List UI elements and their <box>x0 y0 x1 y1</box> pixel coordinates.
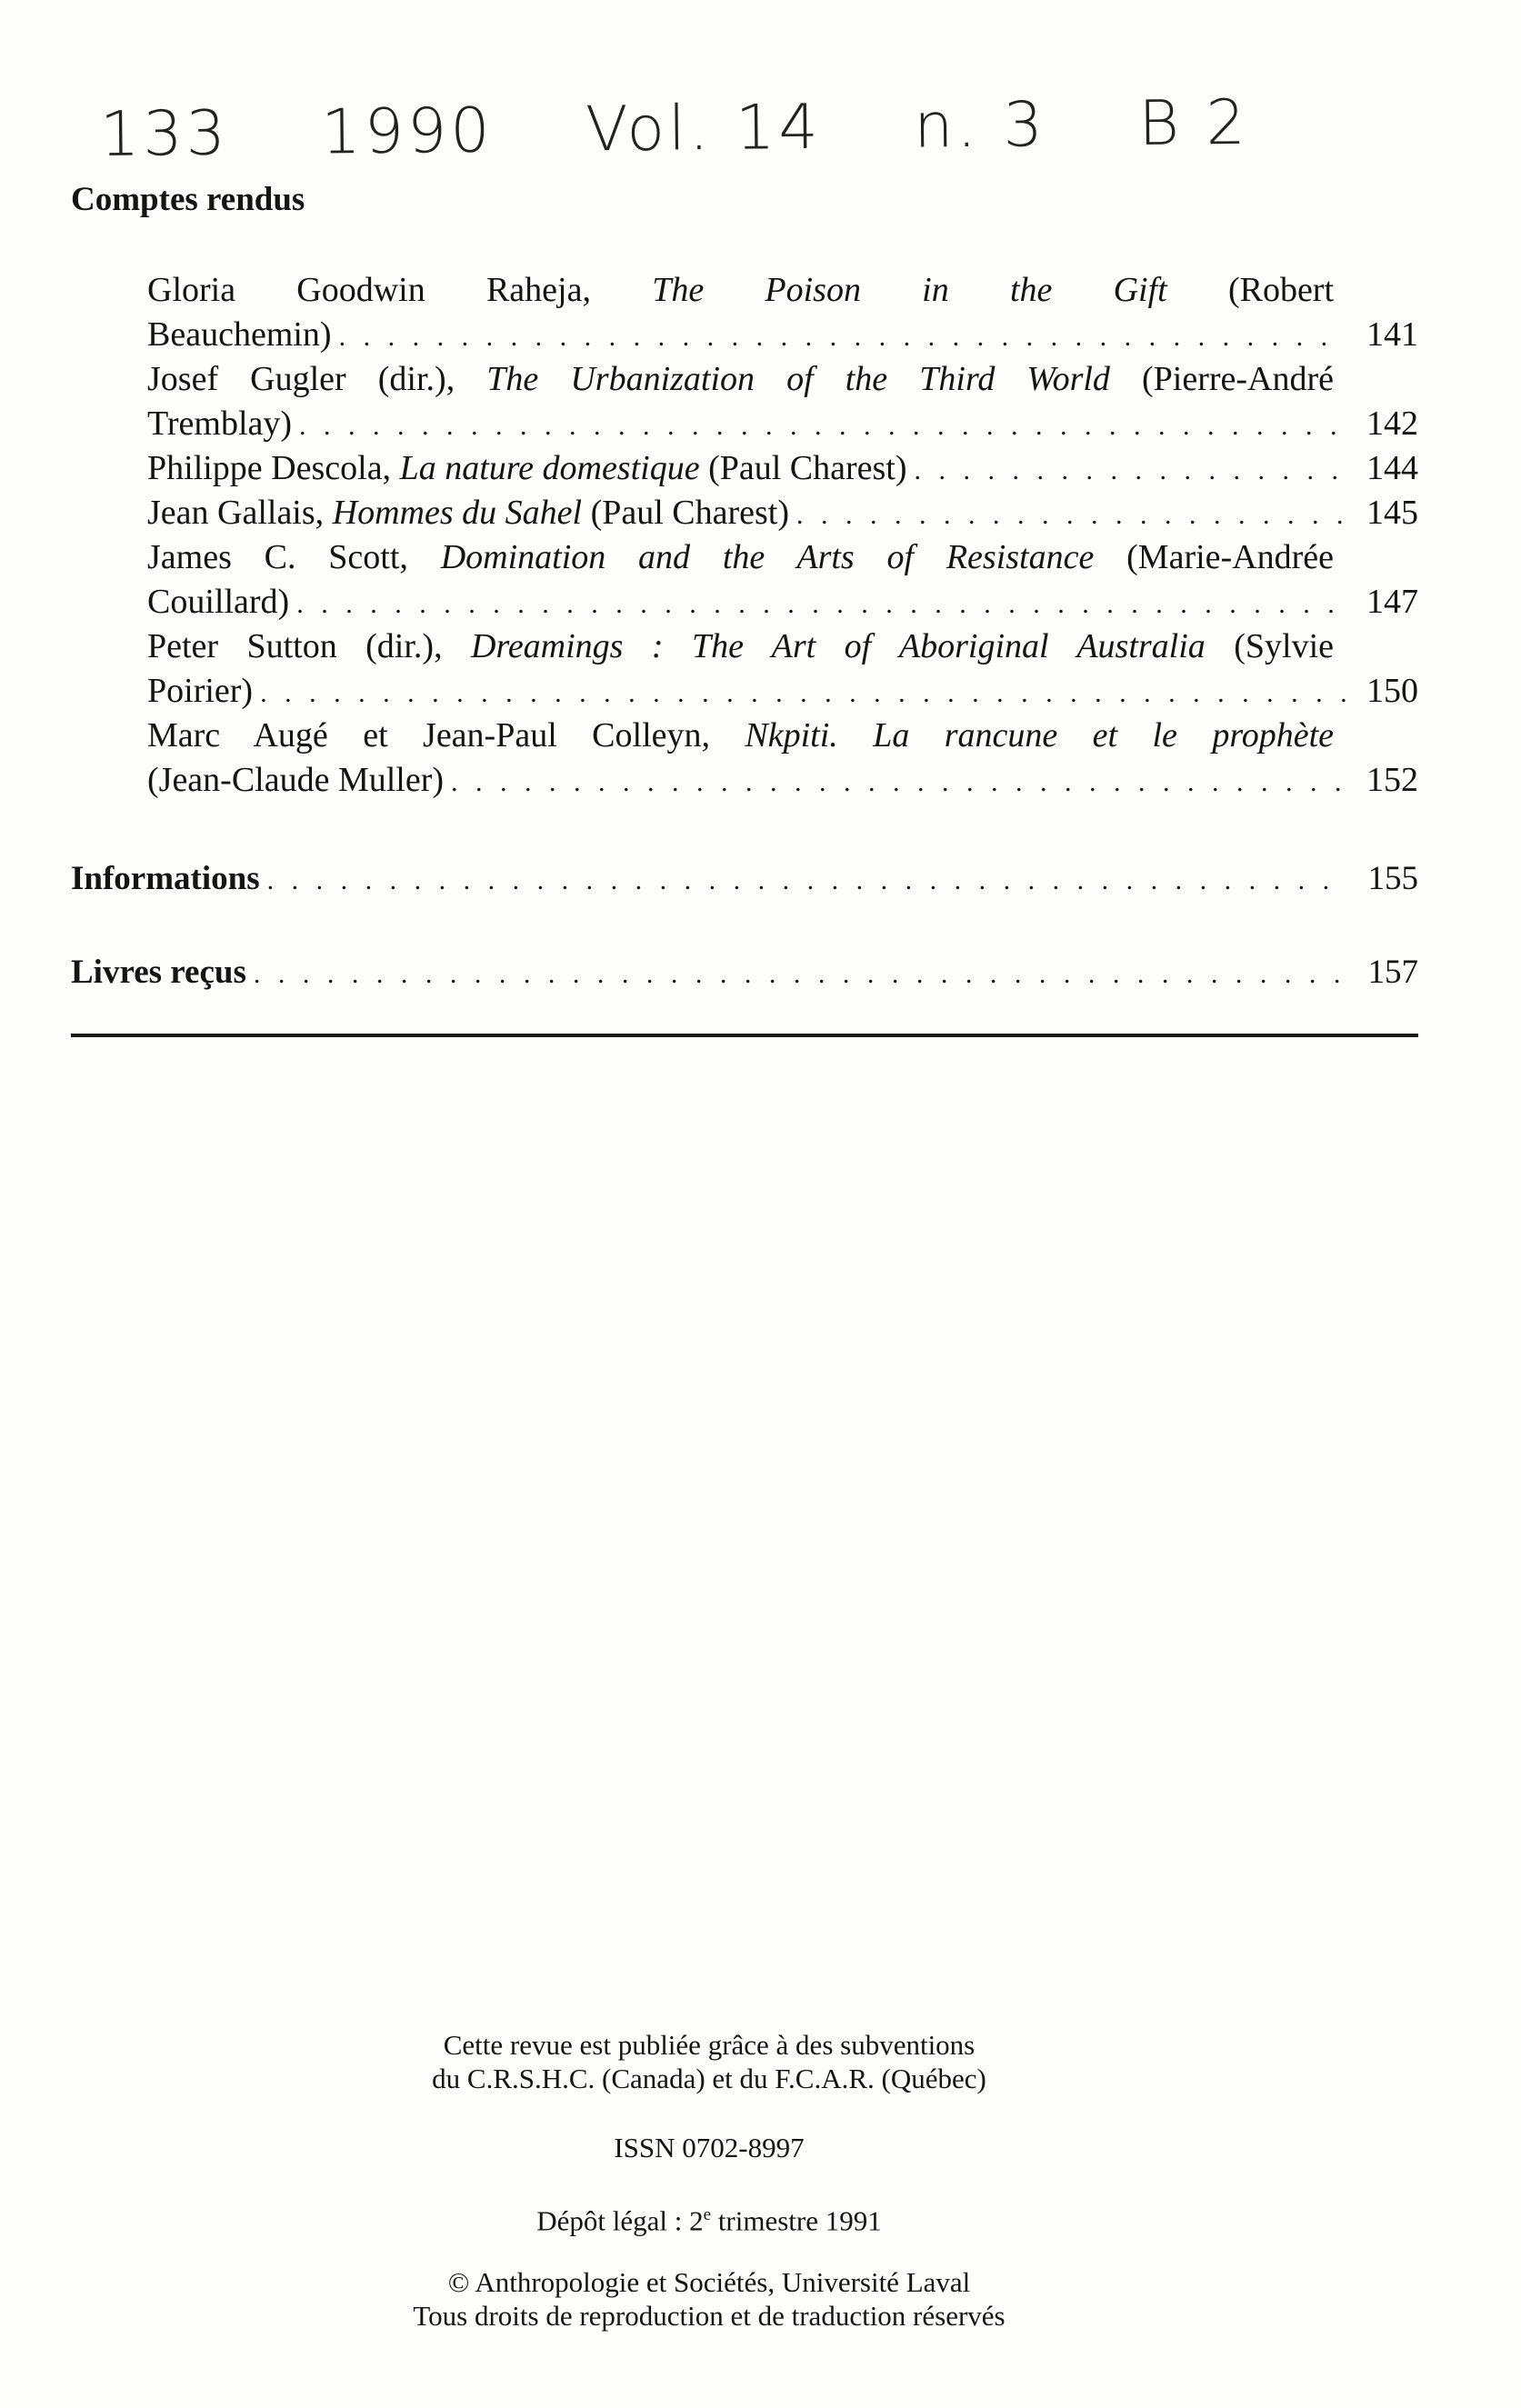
toc-entry: Peter Sutton (dir.), Dreamings : The Art of Aboriginal Australia (Sylvie Poirier) . . . 150 <box>147 624 1418 714</box>
horizontal-rule <box>71 1034 1418 1037</box>
handwritten-year: 1990 <box>321 95 494 169</box>
leader-dots <box>451 769 1346 796</box>
page-number: 155 <box>1367 860 1418 897</box>
depot-legal: Dépôt légal : 2e trimestre 1991 <box>536 2204 882 2237</box>
handwritten-note <box>100 86 1319 171</box>
comptes-rendus-heading: Comptes rendus <box>71 181 305 218</box>
leader-dots <box>796 502 1346 529</box>
toc-entry: Josef Gugler (dir.), The Urbanization of the Third World (Pierre-André Tremblay) . . . 142 <box>147 357 1418 446</box>
page-number: 152 <box>1366 761 1418 799</box>
informations-label: Informations <box>71 860 260 897</box>
informations-entry <box>71 859 1418 898</box>
page-number: 150 <box>1366 672 1418 710</box>
toc-entry: James C. Scott, Domination and the Arts of Resistance (Marie-Andrée Couillard) . . . 147 <box>147 535 1418 624</box>
toc-entry: Philippe Descola, La nature domestique (Paul Charest) . . . 144 <box>147 446 1418 491</box>
leader-dots <box>260 680 1346 707</box>
page-number: 142 <box>1366 405 1418 443</box>
toc-entry: Jean Gallais, Hommes du Sahel (Paul Charest) . . . 145 <box>147 491 1418 535</box>
toc-entry: Marc Augé et Jean-Paul Colleyn, Nkpiti. La rancune et le prophète (Jean-Claude Muller) . . . 152 <box>147 714 1418 803</box>
livres-recus-entry <box>71 953 1418 992</box>
page-number: 145 <box>1366 494 1418 532</box>
page-number: 157 <box>1367 954 1418 991</box>
handwritten-volume: Vol. 14 <box>585 91 823 166</box>
handwritten-number: 133 <box>99 97 230 172</box>
page-number: 141 <box>1366 315 1418 354</box>
toc-entry: Gloria Goodwin Raheja, The Poison in the Gift (Robert Beauchemin) . . . 141 <box>147 268 1418 357</box>
copyright-notice: © Anthropologie et Sociétés, Université Laval Tous droits de reproduction et de traduction réservés <box>413 2266 1006 2332</box>
handwritten-issue: n. 3 <box>913 89 1047 163</box>
page-number: 144 <box>1366 449 1418 487</box>
comptes-rendus-list <box>147 268 1418 803</box>
funding-notice: Cette revue est publiée grâce à des subventions du C.R.S.H.C. (Canada) et du F.C.A.R. (Québec) <box>432 2029 986 2094</box>
leader-dots <box>267 867 1346 894</box>
leader-dots <box>339 324 1346 351</box>
handwritten-shelf: B 2 <box>1138 86 1250 161</box>
leader-dots <box>254 961 1346 988</box>
leader-dots <box>299 413 1346 440</box>
livres-recus-label: Livres reçus <box>71 954 246 991</box>
leader-dots <box>296 591 1346 618</box>
issn: ISSN 0702-8997 <box>614 2132 805 2163</box>
leader-dots <box>915 457 1346 485</box>
page-number: 147 <box>1366 583 1418 621</box>
